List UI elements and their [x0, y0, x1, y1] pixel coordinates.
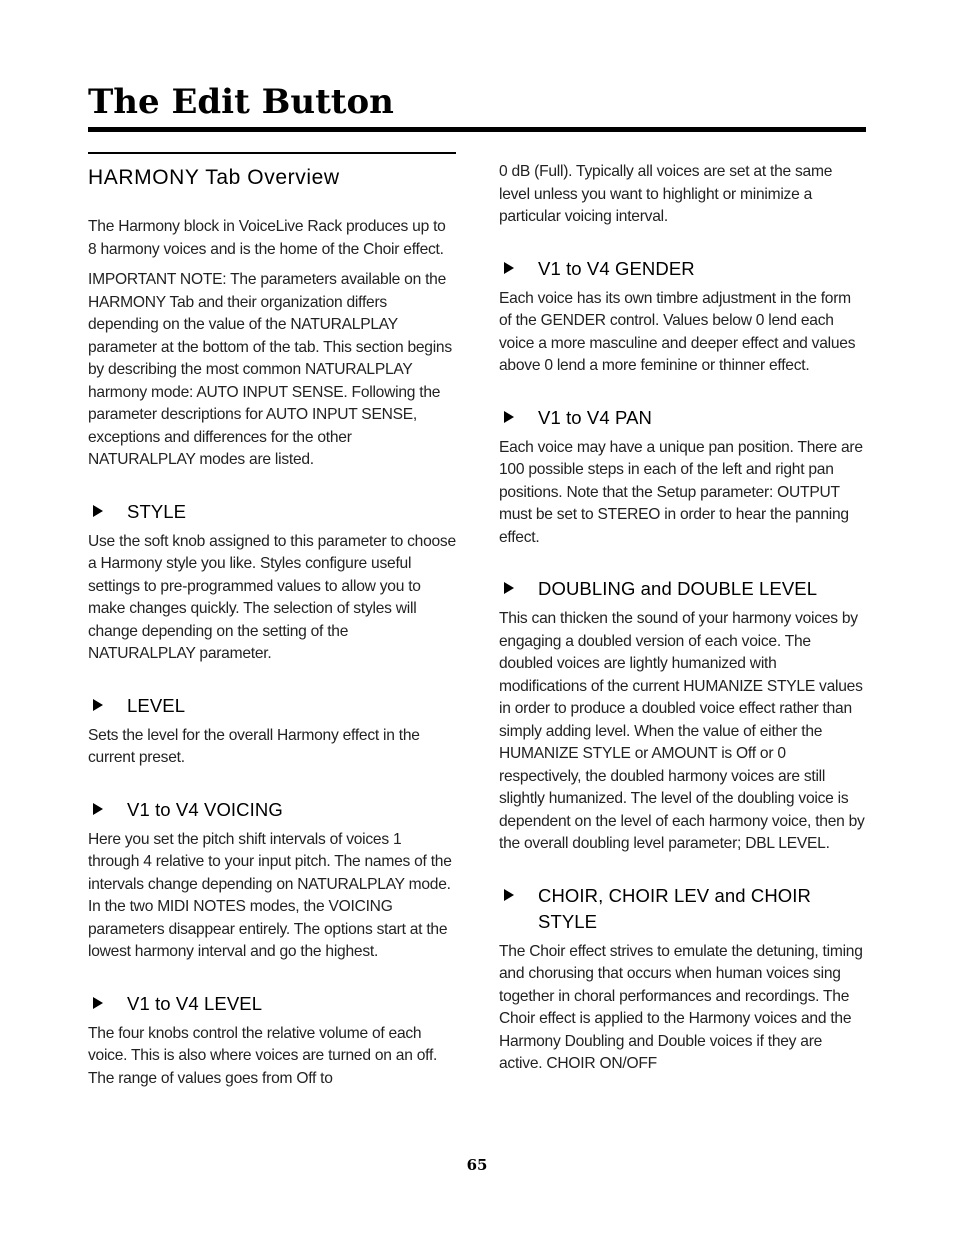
pan-paragraph: Each voice may have a unique pan position. There are 100 possible steps in each of the left and right pan positions. Note that the Setup parameter: OUTPUT must be set to STEREO in order to hear the panning effect.: [499, 438, 863, 546]
important-note-paragraph: IMPORTANT NOTE: The parameters available on the HARMONY Tab and their organization differs depending on the value of the NATURALPLAY parameter at the bottom of the tab. This section begins by describing the most common NATURALPLAY harmony mode: AUTO INPUT SENSE. Following the parameter descriptions for AUTO INPUT SENSE, exceptions and differences for the other NATURALPLAY modes are listed.: [88, 271, 452, 468]
voice-level-heading: [88, 991, 456, 1017]
doubling-heading-text: DOUBLING and DOUBLE LEVEL: [538, 578, 818, 599]
left-column: [88, 152, 456, 1090]
triangle-bullet-icon: [504, 889, 514, 901]
level-heading-text: LEVEL: [127, 694, 186, 716]
pan-heading-text: V1 to V4 PAN: [538, 406, 652, 428]
triangle-bullet-icon: [93, 997, 103, 1009]
section-title: HARMONY Tab Overview: [88, 166, 340, 189]
triangle-bullet-icon: [93, 505, 103, 517]
pan-heading: [499, 405, 867, 431]
gender-heading: [499, 256, 867, 282]
continued-paragraph: 0 dB (Full). Typically all voices are set at the same level unless you want to highlight or minimize a particular voicing interval.: [499, 163, 833, 225]
voicing-heading-text: V1 to V4 VOICING: [127, 798, 283, 820]
right-column: [499, 161, 867, 1076]
style-paragraph: Use the soft knob assigned to this parameter to choose a Harmony style you like. Styles configure useful settings to pre-programmed values to allow you to make changes quickly. The selection of styles will change depending on the setting of the NATURALPLAY parameter.: [88, 532, 456, 662]
style-heading: [88, 499, 456, 525]
choir-heading-text: CHOIR, CHOIR LEV and CHOIR STYLE: [538, 884, 811, 932]
page-title: The Edit Button: [88, 82, 394, 122]
page-number: 65: [466, 1156, 488, 1174]
triangle-bullet-icon: [504, 582, 514, 594]
gender-heading-text: V1 to V4 GENDER: [538, 257, 695, 279]
triangle-bullet-icon: [504, 262, 514, 274]
voice-level-paragraph: The four knobs control the relative volume of each voice. This is also where voices are turned on an off. The range of values goes from Off to: [88, 1024, 438, 1087]
choir-heading: [499, 883, 867, 935]
gender-paragraph: Each voice has its own timbre adjustment in the form of the GENDER control. Values below 0 lend each voice a more masculine and deeper effect and values above 0 lend a more feminine or thinner effect.: [499, 289, 856, 374]
voicing-paragraph: Here you set the pitch shift intervals of voices 1 through 4 relative to your input pitch. The names of the intervals change depending on NATURALPLAY mode. In the two MIDI NOTES modes, the VOICING parameters disappear entirely. The options start at the lowest harmony interval and go the highest.: [88, 830, 452, 960]
level-heading: [88, 693, 456, 719]
style-heading-text: STYLE: [127, 500, 187, 522]
level-paragraph: Sets the level for the overall Harmony effect in the current preset.: [88, 726, 420, 766]
doubling-heading: [499, 576, 867, 602]
title-rule: [88, 127, 866, 132]
section-rule: [88, 152, 456, 154]
voice-level-heading-text: V1 to V4 LEVEL: [127, 992, 263, 1014]
voicing-heading: [88, 797, 456, 823]
doubling-paragraph: This can thicken the sound of your harmony voices by engaging a doubled version of each voice. The doubled voices are lightly humanized with modifications of the current HUMANIZE STYLE values in order to produce a doubled voice effect rather than simply adding level. When the value of either the HUMANIZE STYLE or AMOUNT is Off or 0 respectively, the doubled harmony voices are still slightly humanized. The level of the doubling voice is dependent on the level of each harmony voice, then by the overall doubling level parameter; DBL LEVEL.: [499, 610, 865, 852]
choir-paragraph: The Choir effect strives to emulate the detuning, timing and chorusing that occurs when human voices sing together in choral performances and recordings. The Choir effect is applied to the Harmony voices and the Harmony Doubling and Double voices if they are active. CHOIR ON/OFF: [499, 942, 863, 1072]
triangle-bullet-icon: [93, 803, 103, 815]
triangle-bullet-icon: [93, 699, 103, 711]
intro-paragraph: The Harmony block in VoiceLive Rack produces up to 8 harmony voices and is the home of the Choir effect.: [88, 218, 446, 258]
triangle-bullet-icon: [504, 411, 514, 423]
